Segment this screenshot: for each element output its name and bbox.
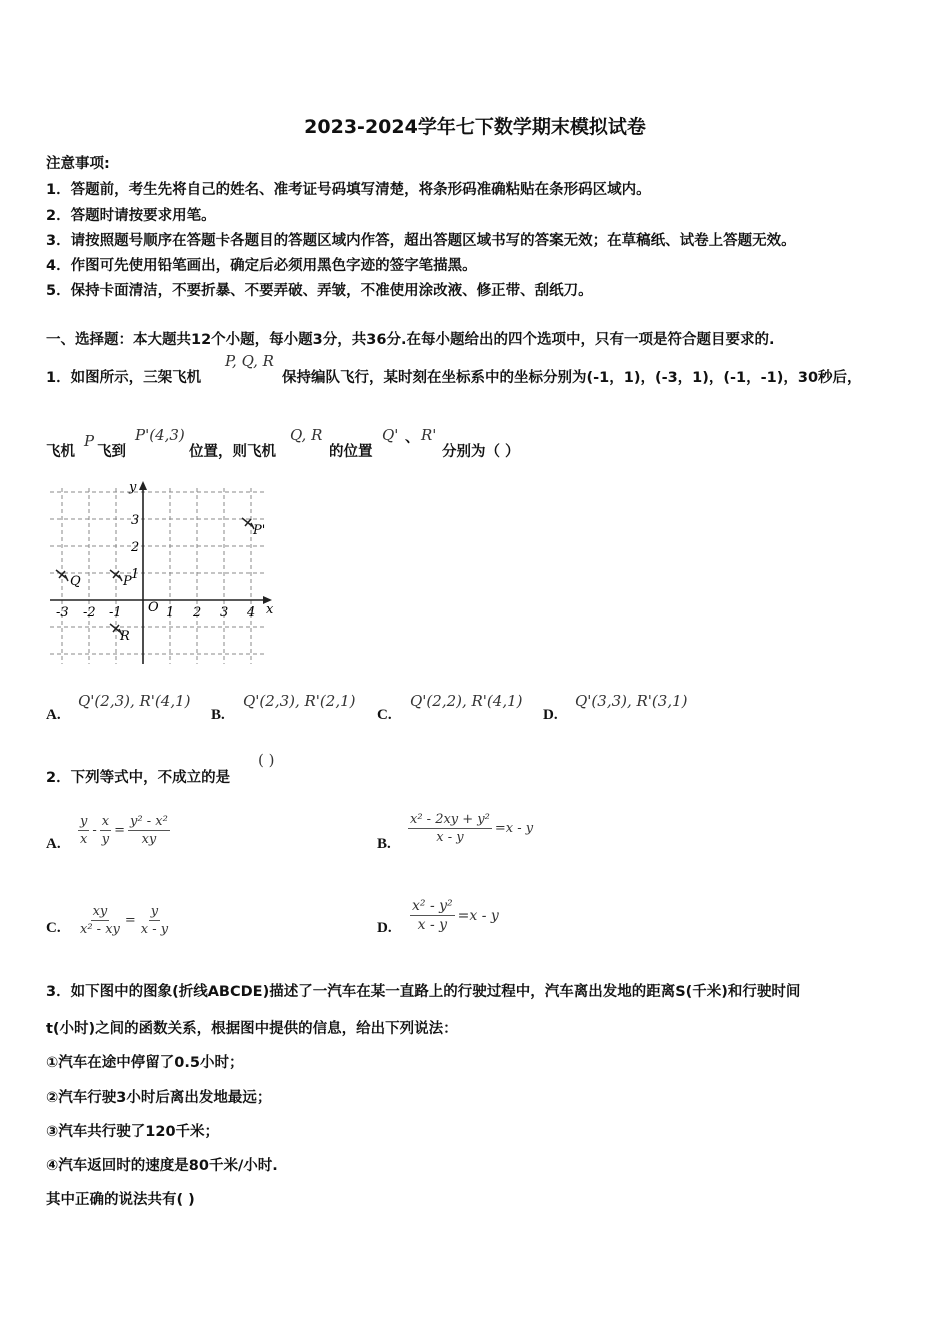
q1-option-d-label[interactable]: D. <box>543 707 558 723</box>
section-heading: 一、选择题：本大题共12个小题，每小题3分，共36分.在每小题给出的四个选项中，只有一项是符合题目要求的. <box>46 332 775 348</box>
notice-item: 4．作图可先使用铅笔画出，确定后必须用黑色字迹的签字笔描黑。 <box>46 258 477 274</box>
x-tick-label: -1 <box>109 605 122 620</box>
q3-statement: ④汽车返回时的速度是80千米/小时. <box>46 1158 278 1174</box>
q2-stem: 2．下列等式中，不成立的是 <box>46 770 231 786</box>
q1-math-pqr: P, Q, R <box>225 352 274 370</box>
y-tick-label: 2 <box>131 540 140 555</box>
q1-text-3: 飞机 <box>46 444 75 460</box>
q3-statement: ①汽车在途中停留了0.5小时； <box>46 1055 244 1071</box>
q1-option-b-text[interactable]: Q'(2,3), R'(2,1) <box>243 692 356 710</box>
q1-option-a-text[interactable]: Q'(2,3), R'(4,1) <box>78 692 191 710</box>
q2-option-b-label[interactable]: B. <box>377 836 391 852</box>
q3-line-1: 3．如下图中的图象(折线ABCDE)描述了一汽车在某一直路上的行驶过程中，汽车离出发地的距离S(千米)和行驶时间 <box>46 984 801 1000</box>
q1-coordinate-graph <box>46 478 276 668</box>
y-axis-label: y <box>129 480 137 495</box>
point-label: P <box>123 574 132 589</box>
q2-option-c-label[interactable]: C. <box>46 920 61 936</box>
x-tick-label: -3 <box>56 605 69 620</box>
q1-sep: 、 <box>405 430 420 446</box>
q1-math-r-prime: R' <box>421 426 437 444</box>
q1-option-c-text[interactable]: Q'(2,2), R'(4,1) <box>410 692 523 710</box>
q1-text-5: 位置，则飞机 <box>189 444 276 460</box>
origin-label: O <box>148 600 159 615</box>
q1-text-2: 保持编队飞行，某时刻在坐标系中的坐标分别为(-1，1)，(-3，1)，(-1，-1)，30秒后， <box>282 370 862 386</box>
q2-option-b-expr[interactable]: $\frac{\text{x² - 2xy + y²}}{x - y}$ =x - y <box>410 812 534 845</box>
x-axis-label: x <box>266 602 274 617</box>
q2-paren: ( ) <box>258 751 275 769</box>
q1-text-6: 的位置 <box>329 444 373 460</box>
q2-option-d-expr[interactable]: $\frac{\text{x² - y²}}{x - y}$ =x - y <box>412 898 499 933</box>
point-label: R <box>120 629 130 644</box>
point-label: P' <box>253 523 266 538</box>
q1-option-a-label[interactable]: A. <box>46 707 61 723</box>
page-title: 2023-2024学年七下数学期末模拟试卷 <box>304 116 646 138</box>
q3-question: 其中正确的说法共有( ) <box>46 1192 195 1208</box>
x-tick-label: 1 <box>166 605 175 620</box>
q1-math-p: P <box>84 432 95 450</box>
notice-heading: 注意事项: <box>46 156 110 172</box>
q2-option-d-label[interactable]: D. <box>377 920 392 936</box>
y-tick-label: 1 <box>131 567 140 582</box>
x-tick-label: -2 <box>83 605 96 620</box>
q1-option-c-label[interactable]: C. <box>377 707 392 723</box>
point-label: Q <box>70 574 81 589</box>
q1-text-4: 飞到 <box>97 444 126 460</box>
q2-option-a-expr[interactable]: $\frac{y}{x}$ - $\frac{x}{y}$ = $\frac{\text{y² - x²}}{xy}$ <box>80 814 168 847</box>
q1-option-b-label[interactable]: B. <box>211 707 225 723</box>
q1-math-q-prime: Q' <box>382 426 399 444</box>
y-tick-label: 3 <box>131 513 140 528</box>
notice-item: 2．答题时请按要求用笔。 <box>46 208 216 224</box>
q2-option-c-expr[interactable]: $\frac{xy}{\text{x² - xy}}$ = $\frac{y}{x - y}$ <box>80 904 169 937</box>
x-tick-label: 4 <box>247 605 256 620</box>
q1-text-1: 1．如图所示，三架飞机 <box>46 370 202 386</box>
notice-item: 5．保持卡面清洁，不要折暴、不要弄破、弄皱，不准使用涂改液、修正带、刮纸刀。 <box>46 283 593 299</box>
notice-item: 3．请按照题号顺序在答题卡各题目的答题区域内作答，超出答题区域书写的答案无效；在草稿纸、试卷上答题无效。 <box>46 233 796 249</box>
q1-math-p-prime: P'(4,3) <box>135 426 185 444</box>
q1-option-d-text[interactable]: Q'(3,3), R'(3,1) <box>575 692 688 710</box>
q1-math-qr: Q, R <box>290 426 323 444</box>
notice-item: 1．答题前，考生先将自己的姓名、准考证号码填写清楚，将条形码准确粘贴在条形码区域内。 <box>46 182 651 198</box>
q3-statement: ②汽车行驶3小时后离出发地最远； <box>46 1090 272 1106</box>
x-tick-label: 2 <box>193 605 202 620</box>
q2-option-a-label[interactable]: A. <box>46 836 61 852</box>
q3-statement: ③汽车共行驶了120千米； <box>46 1124 220 1140</box>
q1-text-7: 分别为（ ） <box>442 444 520 460</box>
x-tick-label: 3 <box>220 605 229 620</box>
q3-line-2: t(小时)之间的函数关系，根据图中提供的信息，给出下列说法： <box>46 1021 458 1037</box>
